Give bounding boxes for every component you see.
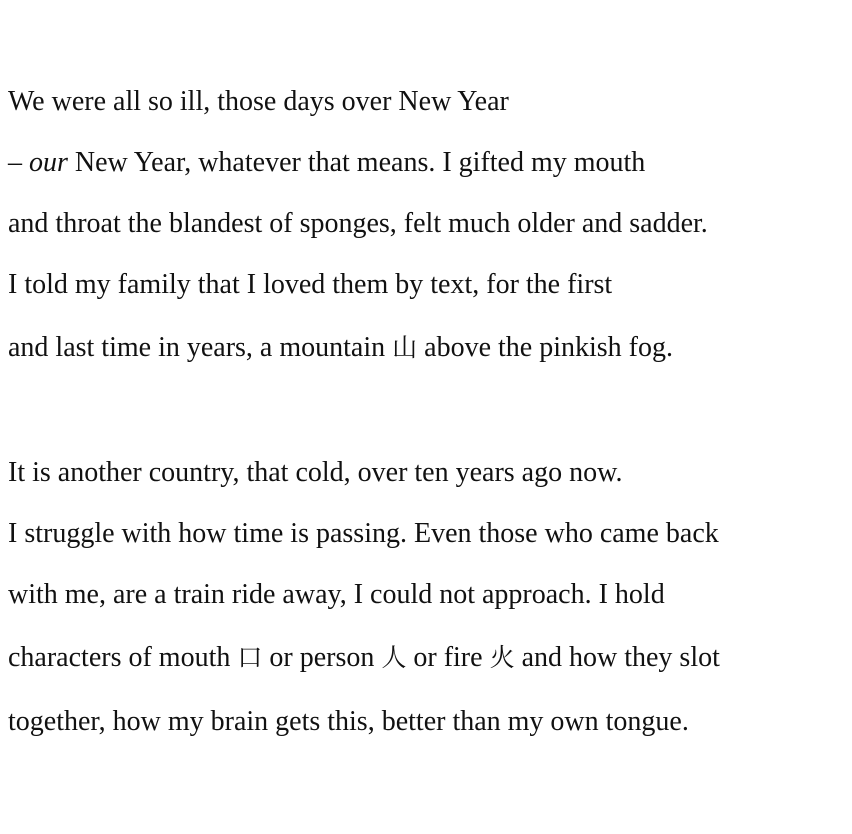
stanza1-line2-italic: our — [29, 147, 68, 178]
stanza2-line4-c: or fire — [406, 642, 490, 673]
stanza1-line2-rest: New Year, whatever that means. I gifted my mouth — [67, 147, 646, 178]
stanza1-line5-before: and last time in years, a mountain — [8, 332, 393, 363]
stanza2-line4-b: or person — [262, 642, 382, 673]
stanza1-line5-after: above the pinkish fog. — [417, 332, 673, 363]
stanza1-line2 — [8, 146, 645, 180]
stanza1-line5 — [8, 331, 673, 365]
stanza2-line2 — [8, 517, 719, 551]
stanza1-line3-text: and throat the blandest of sponges, felt much older and sadder. — [8, 208, 708, 239]
stanza1-line4 — [8, 268, 612, 302]
stanza2-line3-text: with me, are a train ride away, I could not approach. I hold — [8, 579, 665, 610]
stanza2-line1 — [8, 456, 623, 490]
mouth-character: 口 — [237, 643, 263, 672]
stanza2-line5-text: together, how my brain gets this, better than my own tongue. — [8, 706, 689, 737]
stanza2-line4-a: characters of mouth — [8, 642, 238, 673]
fire-character: 火 — [489, 643, 515, 672]
stanza1-line1 — [8, 85, 509, 119]
stanza1-line3 — [8, 207, 708, 241]
stanza1-line1-text: We were all so ill, those days over New Year — [8, 86, 509, 117]
stanza2-line4 — [8, 641, 720, 675]
stanza2-line5 — [8, 705, 689, 739]
stanza2-line1-text: It is another country, that cold, over ten years ago now. — [8, 457, 623, 488]
mountain-character: 山 — [392, 333, 418, 362]
stanza1-line2-dash: – — [8, 147, 29, 178]
stanza2-line2-text: I struggle with how time is passing. Even those who came back — [8, 518, 719, 549]
person-character: 人 — [381, 643, 407, 672]
stanza2-line4-d: and how they slot — [514, 642, 720, 673]
stanza1-line4-text: I told my family that I loved them by text, for the first — [8, 269, 613, 300]
stanza2-line3 — [8, 578, 665, 612]
